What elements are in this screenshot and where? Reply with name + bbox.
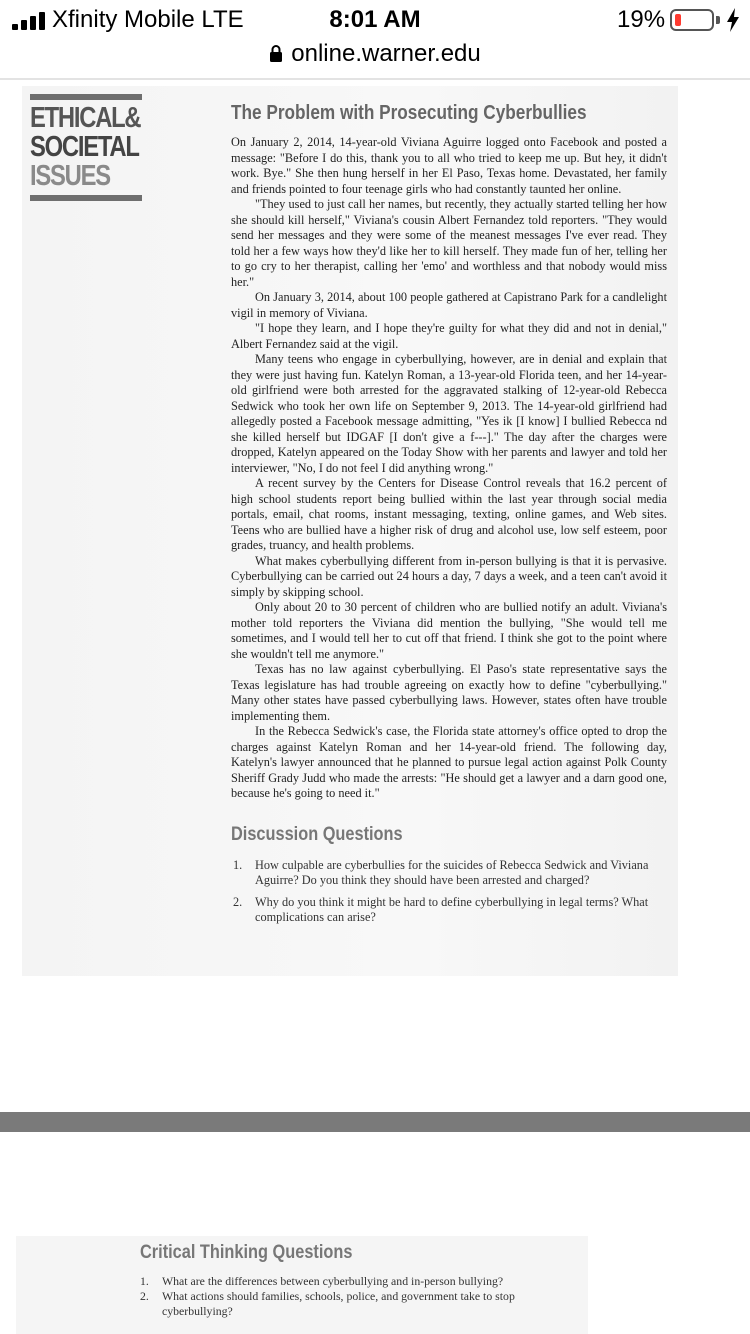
ethical-societal-issues-badge xyxy=(30,94,142,201)
discussion-questions-heading: Discussion Questions xyxy=(231,823,403,845)
critical-thinking-question xyxy=(140,1289,580,1319)
battery-percent: 19% xyxy=(617,6,666,33)
article-paragraph: "They used to just call her names, but recently, they actually started telling her how she should kill herself," Viviana's cousin Albert Fernandez told reporters. "They would send her messages and they were some of the meanest messages I've ever read. They told her a few ways how they'd like her to kill herself. They made fun of her, telling her to go cry to her therapist, calling her 'emo' and worthless and that nobody would miss her." xyxy=(231,197,667,289)
status-time: 8:01 AM xyxy=(329,6,421,33)
battery-icon xyxy=(670,9,714,31)
article-paragraph: On January 3, 2014, about 100 people gathered at Capistrano Park for a candlelight vigil in memory of Viviana. xyxy=(231,290,667,320)
battery-nub xyxy=(716,16,720,24)
article xyxy=(231,102,667,932)
question-text: How culpable are cyberbullies for the suicides of Rebecca Sedwick and Viviana Aguirre? Do you think they should have been arrested and charged? xyxy=(255,857,649,887)
question-number: 2. xyxy=(233,894,243,909)
badge-line-3: ISSUES xyxy=(30,160,110,192)
url-bar-divider xyxy=(0,78,750,80)
discussion-question xyxy=(231,858,667,889)
discussion-questions-list xyxy=(231,858,667,926)
question-number: 1. xyxy=(140,1274,149,1288)
article-paragraph: On January 2, 2014, 14-year-old Viviana Aguirre logged onto Facebook and posted a message: "Before I do this, thank you to all who tried to keep me up. But hey, it didn't work. Bye." She then hung herself in her El Paso, Texas home. Devastated, her family and friends pointed to four teenage girls who had constantly taunted her online. xyxy=(231,135,667,196)
charging-icon xyxy=(726,8,740,32)
discussion-question xyxy=(231,895,667,926)
url-display[interactable] xyxy=(0,40,750,68)
question-number: 1. xyxy=(233,857,243,872)
article-title: The Problem with Prosecuting Cyberbullies xyxy=(231,102,587,124)
article-paragraph: In the Rebecca Sedwick's case, the Florida state attorney's office opted to drop the charges against Katelyn Roman and her 14-year-old friend. The following day, Katelyn's lawyer announced that he planned to pursue legal action against Polk County Sheriff Grady Judd who made the arrests: "He should get a lawyer and a darn good one, because he's going to need it." xyxy=(231,724,667,800)
article-paragraph: "I hope they learn, and I hope they're guilty for what they did and not in denial," Albert Fernandez said at the vigil. xyxy=(231,321,667,351)
url-bar[interactable] xyxy=(0,38,750,80)
badge-top-bar xyxy=(30,94,142,100)
question-text: Why do you think it might be hard to define cyberbullying in legal terms? What complications can arise? xyxy=(255,894,649,924)
question-text: What are the differences between cyberbullying and in-person bullying? xyxy=(162,1274,504,1288)
question-text: What actions should families, schools, police, and government take to stop cyberbullying? xyxy=(162,1289,515,1318)
critical-thinking-list xyxy=(140,1274,580,1319)
article-paragraph: Texas has no law against cyberbullying. El Paso's state representative says the Texas legislature has had trouble agreeing on exactly how to define "cyberbullying." Many other states have passed cyberbullying laws. However, states often have trouble implementing them. xyxy=(231,662,667,723)
page-separator xyxy=(0,1112,750,1132)
url-text: online.warner.edu xyxy=(291,40,481,67)
article-paragraph: A recent survey by the Centers for Disease Control reveals that 16.2 percent of high school students report being bullied within the last year through social media portals, email, chat rooms, instant messaging, texting, online games, and Web sites. Teens who are bullied have a higher risk of drug and alcohol use, low self esteem, poor grades, truancy, and health problems. xyxy=(231,476,667,552)
badge-line-2: SOCIETAL xyxy=(30,131,139,163)
article-body xyxy=(231,135,667,802)
critical-thinking-question xyxy=(140,1274,580,1289)
document-page-1 xyxy=(22,86,678,976)
document-page-2 xyxy=(16,1236,588,1334)
lock-icon xyxy=(269,44,283,62)
badge-line-1: ETHICAL& xyxy=(30,102,141,134)
badge-bottom-bar xyxy=(30,195,142,201)
status-bar xyxy=(0,0,750,40)
article-paragraph: What makes cyberbullying different from in-person bullying is that it is pervasive. Cyberbullying can be carried out 24 hours a day, 7 days a week, and a teen can't avoid it simply by skipping school. xyxy=(231,553,667,599)
battery-level-fill xyxy=(675,14,681,26)
carrier-label: Xfinity Mobile LTE xyxy=(52,6,244,33)
article-paragraph: Many teens who engage in cyberbullying, however, are in denial and explain that they were just having fun. Katelyn Roman, a 13-year-old Florida teen, and her 14-year-old girlfriend were both arrested for the aggravated stalking of 12-year-old Rebecca Sedwick who took her own life on September 9, 2013. The 14-year-old girlfriend had allegedly posted a Facebook message admitting, "Yes ik [I know] I bullied Rebecca nd she killed herself but IDGAF [I don't give a f---]." The day after the charges were dropped, Katelyn appeared on the Today Show with her parents and lawyer and told her interviewer, "No, I do not feel I did anything wrong." xyxy=(231,352,667,475)
article-paragraph: Only about 20 to 30 percent of children who are bullied notify an adult. Viviana's mother told reporters the Viviana did mention the bullying, "She would tell me sometimes, and I would tell her to cut off that friend. I think she got to the point where she wouldn't tell me anymore." xyxy=(231,600,667,661)
critical-thinking-heading: Critical Thinking Questions xyxy=(140,1242,353,1263)
question-number: 2. xyxy=(140,1289,149,1303)
